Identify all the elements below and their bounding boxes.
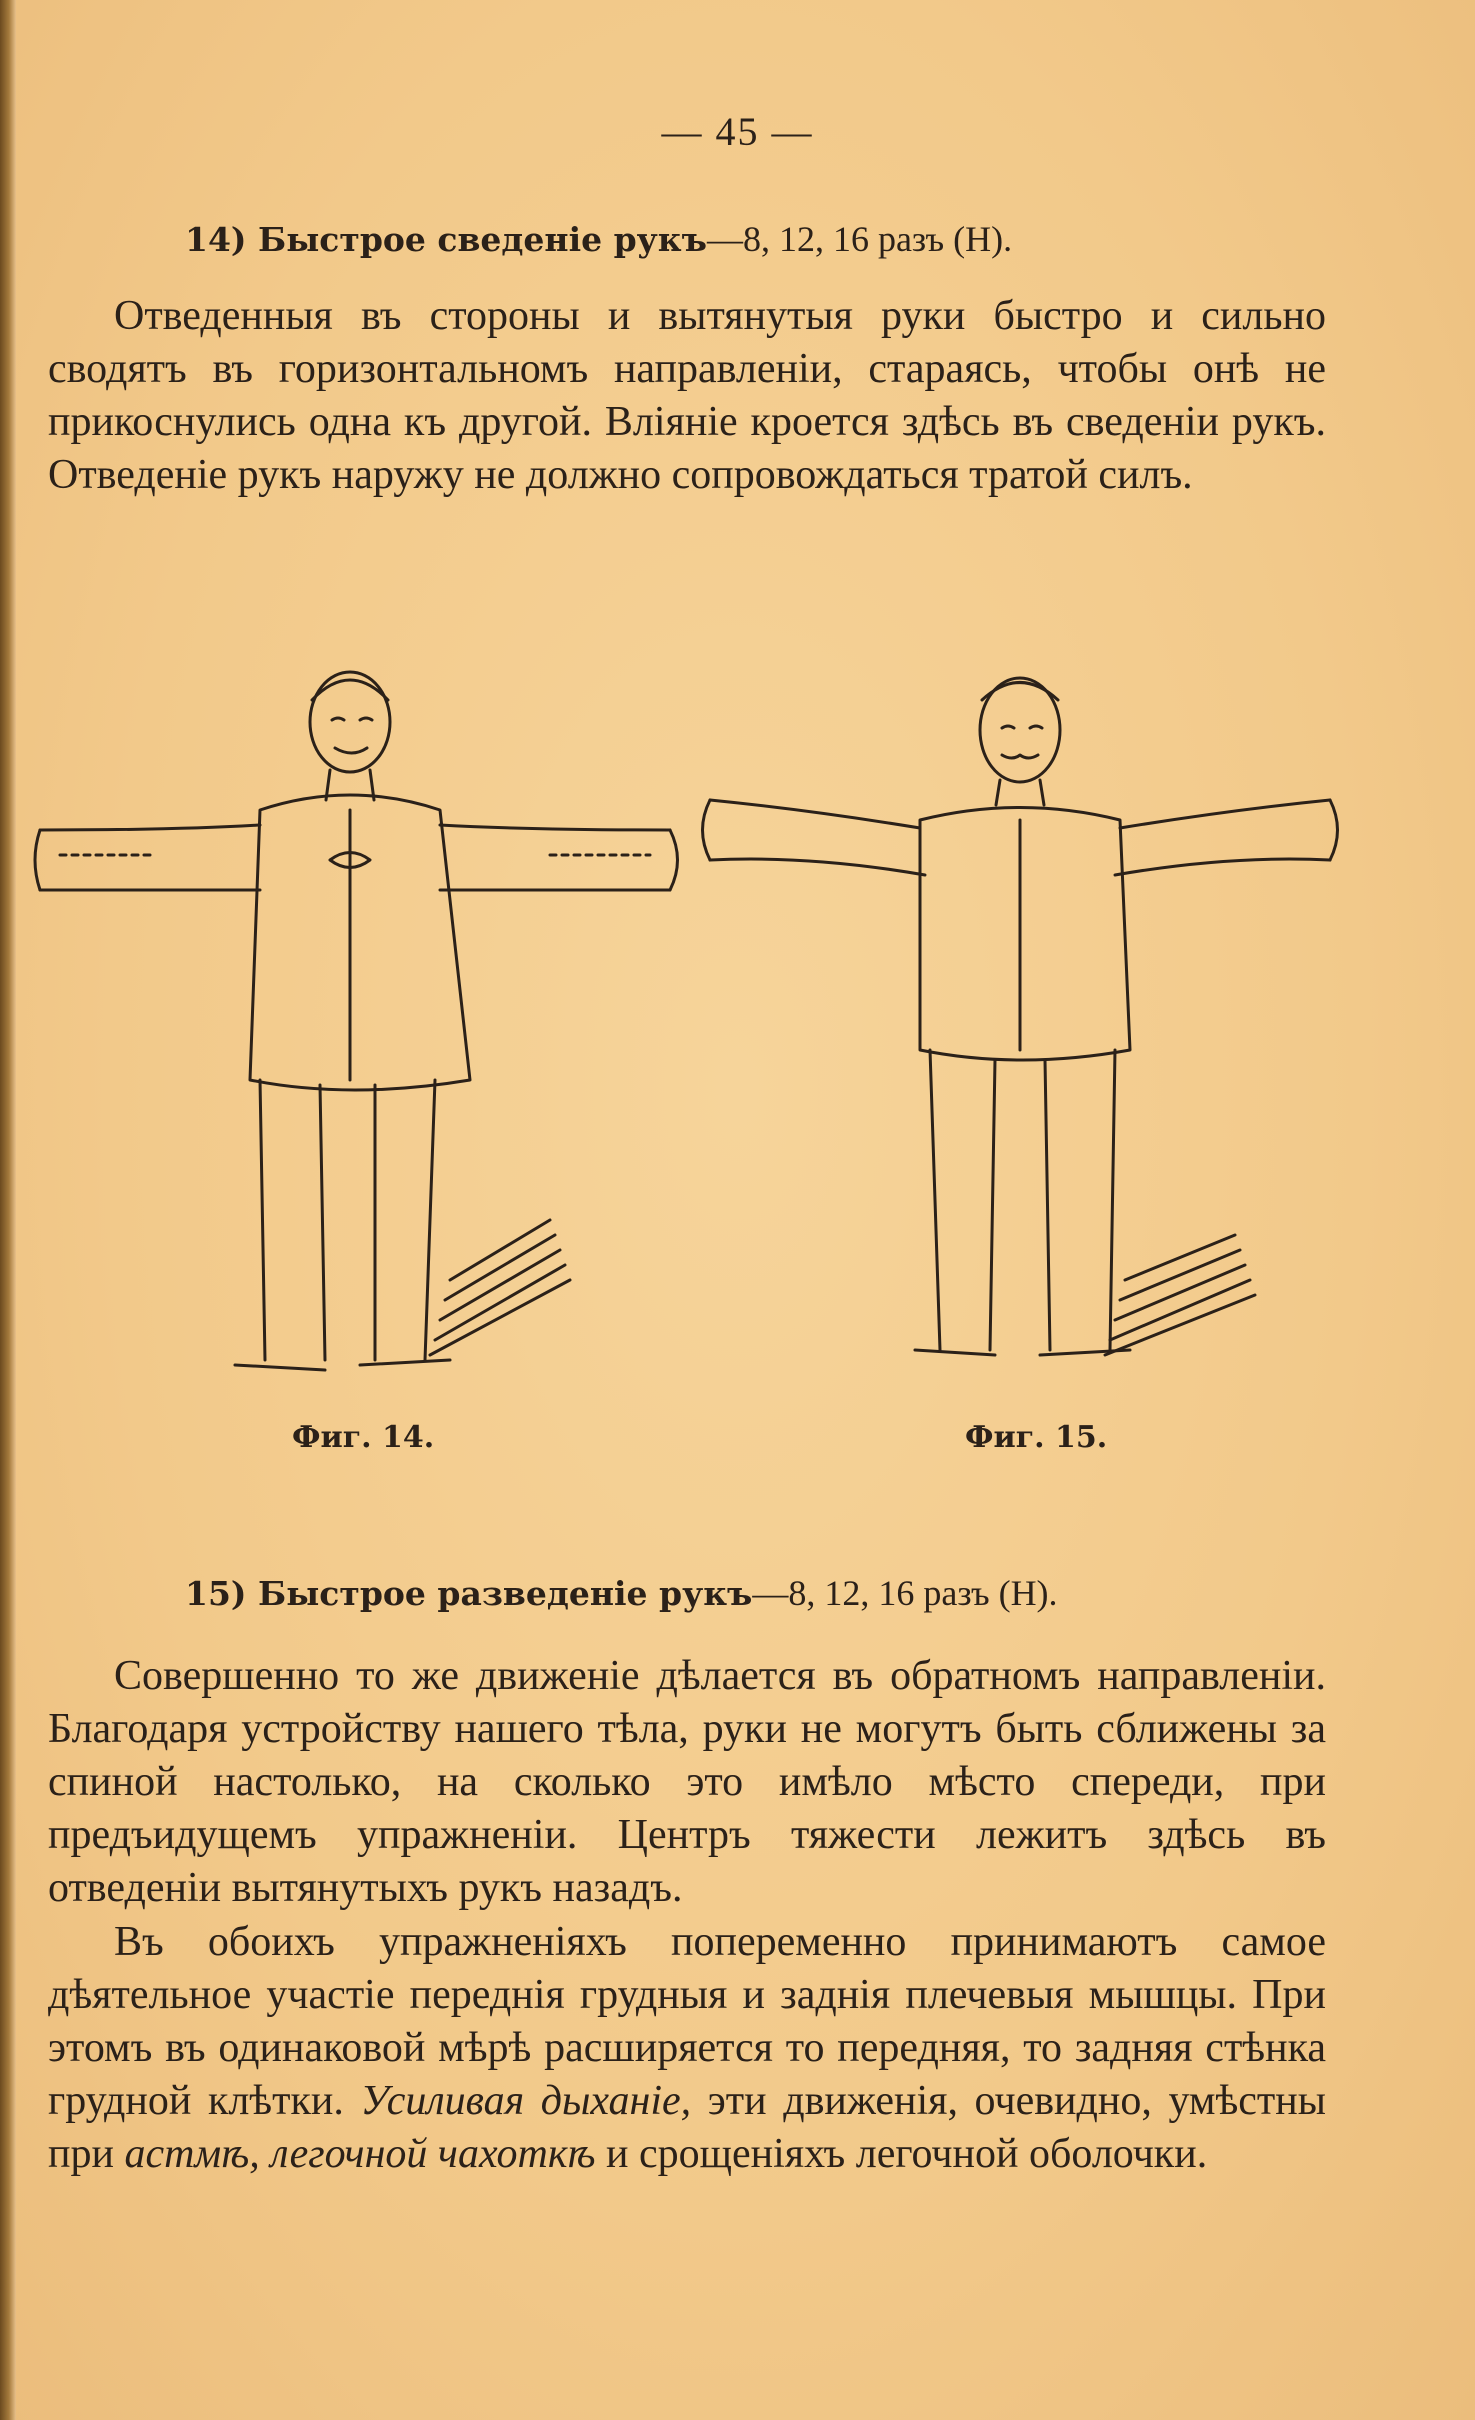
section-15-text-1: Совершенно то же движеніе дѣлается въ обратномъ направленіи. Благодаря устройству нашего тѣла, руки не могутъ быть сближены за спиной настолько, на сколько это имѣло мѣсто спереди, при предъидущемъ упражненіи. Центръ тяжести лежитъ здѣсь въ отведеніи вытянутыхъ рукъ назадъ. [48, 1653, 1326, 1911]
section-14-heading [185, 218, 1012, 260]
page-number: — 45 — [661, 109, 814, 154]
book-spine [0, 0, 16, 2420]
section-14-paragraph [48, 290, 1326, 502]
section-15-paragraph-2 [48, 1916, 1326, 2181]
man-arms-spread-illustration [690, 660, 1350, 1400]
figure-15-caption: Фиг. 15. [965, 1420, 1108, 1455]
man-arms-brought-together-illustration [30, 660, 690, 1400]
section-15-heading [185, 1572, 1058, 1614]
section-14-text: Отведенныя въ стороны и вытянутыя руки быстро и сильно сводятъ въ горизонтальномъ направленіи, стараясь, чтобы онѣ не прикоснулись одна къ другой. Вліяніе кроется здѣсь въ сведеніи рукъ. Отведеніе рукъ наружу не должно сопровождаться тратой силъ. [48, 293, 1326, 498]
section-15-text-2b: эти движенія, очевидно, умѣстны при [48, 2078, 1326, 2177]
section-15-emphasis-1: Усиливая дыханіе, [360, 2078, 692, 2124]
section-15-paragraph-1 [48, 1650, 1326, 1915]
figure-14-caption: Фиг. 14. [292, 1420, 435, 1455]
section-15-reps: —8, 12, 16 разъ (Н). [752, 1573, 1058, 1613]
section-14-reps: —8, 12, 16 разъ (Н). [706, 219, 1013, 259]
section-15-text-2c: и срощеніяхъ легочной оболочки. [595, 2131, 1208, 2177]
section-14-title: 14) Быстрое сведеніе рукъ [185, 220, 707, 259]
section-15-emphasis-2: астмѣ, легочной чахоткѣ [124, 2131, 596, 2177]
section-15-text-2a: Въ обоихъ упражненіяхъ попеременно принимаютъ самое дѣятельное участіе переднія грудныя и заднія плечевыя мышцы. При этомъ въ одинаковой мѣрѣ расширяется то передняя, то задняя стѣнка грудной клѣтки. [48, 1919, 1326, 2124]
section-15-title: 15) Быстрое разведеніе рукъ [185, 1574, 753, 1613]
